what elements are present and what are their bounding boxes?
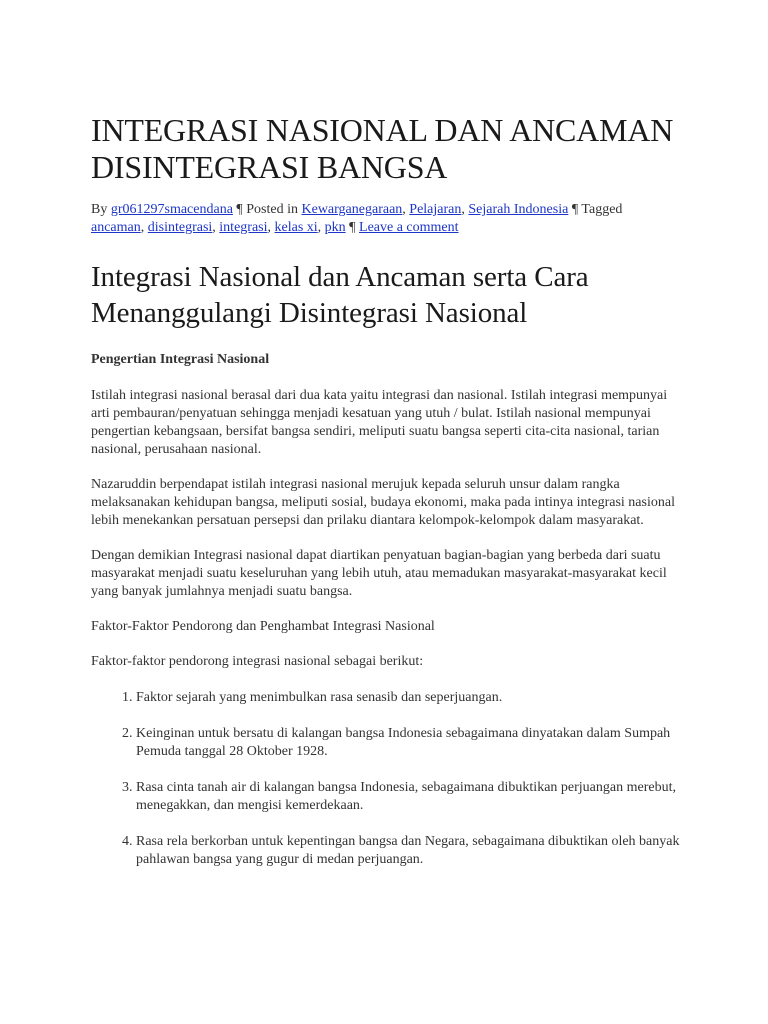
tag-link-disintegrasi[interactable]: disintegrasi	[147, 220, 213, 235]
factors-list	[91, 689, 681, 869]
document-page	[91, 0, 681, 887]
comment-separator: ¶	[349, 220, 356, 235]
category-link-kewarganegaraan[interactable]: Kewarganegaraan	[301, 202, 403, 217]
leave-comment-link[interactable]: Leave a comment	[359, 220, 459, 235]
tag-link-integrasi[interactable]: integrasi	[219, 220, 268, 235]
tagged-label: ¶ Tagged	[571, 202, 623, 217]
list-item: 2. Keinginan untuk bersatu di kalangan bangsa Indonesia sebagaimana dinyatakan dalam Sumpah Pemuda tanggal 28 Oktober 1928.	[136, 725, 681, 761]
paragraph-factors-intro: Faktor-faktor pendorong integrasi nasional sebagai berikut:	[91, 654, 424, 669]
paragraph-conclusion: Dengan demikian Integrasi nasional dapat diartikan penyatuan bagian-bagian yang berbeda dari suatu masyarakat menjadi suatu keseluruhan yang lebih utuh, atau memadukan masyarakat-masyarakat kecil yang banyak jumlahnya menjadi suatu bangsa.	[91, 548, 667, 599]
section-heading: Pengertian Integrasi Nasional	[91, 352, 270, 367]
posted-in-label: ¶ Posted in	[236, 202, 298, 217]
list-item: 1. Faktor sejarah yang menimbulkan rasa senasib dan seperjuangan.	[136, 689, 681, 707]
category-link-sejarah-indonesia[interactable]: Sejarah Indonesia	[468, 202, 569, 217]
by-label: By	[91, 202, 108, 217]
document-title: INTEGRASI NASIONAL DAN ANCAMAN DISINTEGRASI BANGSA	[91, 112, 674, 185]
paragraph-nazaruddin: Nazaruddin berpendapat istilah integrasi nasional merujuk kepada seluruh unsur dalam rangka melaksanakan kehidupan bangsa, meliputi sosial, budaya ekonomi, maka pada intinya integrasi nasional lebih menekankan persatuan persepsi dan prilaku diantara kelompok-kelompok dalam masyarakat.	[91, 477, 675, 528]
tag-link-pkn[interactable]: pkn	[324, 220, 346, 235]
paragraph-factors-heading: Faktor-Faktor Pendorong dan Penghambat Integrasi Nasional	[91, 619, 435, 634]
category-link-pelajaran[interactable]: Pelajaran	[409, 202, 462, 217]
author-link[interactable]: gr061297smacendana	[110, 202, 233, 217]
tag-link-kelas-xi[interactable]: kelas xi	[274, 220, 318, 235]
paragraph-definition: Istilah integrasi nasional berasal dari dua kata yaitu integrasi dan nasional. Istilah integrasi mempunyai arti pembauran/penyatuan sehingga menjadi kesatuan yang utuh / bulat. Istilah nasional mempunyai pengertian kebangsaan, bersifat bangsa sendiri, meliputi suatu bangsa seperti cita-cita nasional, tarian nasional, perusahaan nasional.	[91, 388, 668, 457]
list-item: 4. Rasa rela berkorban untuk kepentingan bangsa dan Negara, sebagaimana dibuktikan oleh banyak pahlawan bangsa yang gugur di medan perjuangan.	[136, 833, 681, 869]
post-title: Integrasi Nasional dan Ancaman serta Cara Menanggulangi Disintegrasi Nasional	[91, 261, 589, 329]
tag-link-ancaman[interactable]: ancaman	[91, 220, 141, 235]
post-meta: By gr061297smacendana ¶ Posted in Kewarganegaraan, Pelajaran, Sejarah Indonesia ¶ Tagged ancaman, disintegrasi, integrasi, kelas xi, pkn ¶ Leave a comment	[91, 202, 623, 235]
list-item: 3. Rasa cinta tanah air di kalangan bangsa Indonesia, sebagaimana dibuktikan perjuangan merebut, menegakkan, dan mengisi kemerdekaan.	[136, 779, 681, 815]
